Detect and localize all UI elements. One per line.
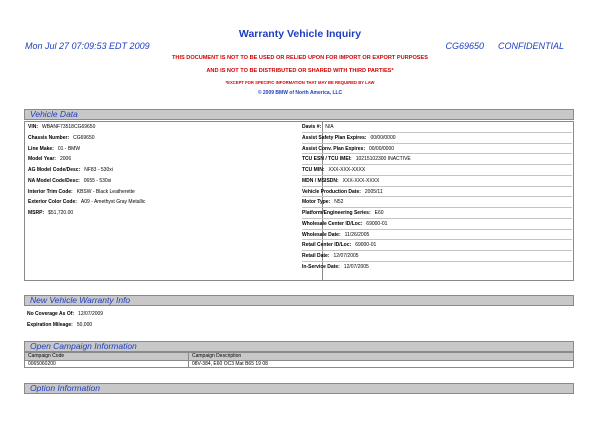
field-value: 2006 xyxy=(59,156,72,163)
field-row xyxy=(28,197,320,208)
field-value: 01 - BMW xyxy=(57,145,81,152)
law-exception-note: *EXCEPT FOR SPECIFIC INFORMATION THAT MAY BE REQUIRED BY LAW xyxy=(225,80,375,85)
section-title: Vehicle Data xyxy=(30,109,78,119)
field-value: 69000-01 xyxy=(366,220,388,227)
field-label: In-Service Date: xyxy=(302,263,340,270)
field-label: Retail Date: xyxy=(302,253,330,259)
field-value: 12/07/2009 xyxy=(78,311,104,317)
field-label: Line Make: xyxy=(28,145,54,152)
vehicle-data-left-column xyxy=(28,122,320,219)
field-row xyxy=(302,165,572,176)
field-row xyxy=(302,240,572,251)
report-timestamp: Mon Jul 27 07:09:53 EDT 2009 xyxy=(25,41,150,51)
field-value: 11/26/2005 xyxy=(344,231,370,238)
field-row xyxy=(27,309,103,320)
field-row xyxy=(302,230,572,241)
field-label: Interior Trim Code: xyxy=(28,188,73,195)
field-value: XXX-XXX-XXXX xyxy=(342,177,380,184)
vehicle-data-panel xyxy=(24,121,574,281)
table-cell: 08V-384, E60 OC3 Mat B65 19 08 xyxy=(189,360,574,368)
import-export-warning: THIS DOCUMENT IS NOT TO BE USED OR RELIED UPON FOR IMPORT OR EXPORT PURPOSES xyxy=(172,55,428,61)
field-row xyxy=(302,144,572,155)
field-value: WBANF73518CG69650 xyxy=(42,124,96,130)
field-row xyxy=(302,122,572,133)
field-row xyxy=(302,219,572,230)
field-label: MSRP: xyxy=(28,210,45,216)
field-row xyxy=(28,154,320,165)
report-reference xyxy=(445,41,564,51)
field-value: N52 xyxy=(334,199,344,206)
field-row xyxy=(302,187,572,198)
section-title: Open Campaign Information xyxy=(30,341,137,351)
field-label: NA Model Code/Desc: xyxy=(28,177,80,184)
copyright-notice: © 2009 BMW of North America, LLC xyxy=(257,90,343,96)
field-label: AG Model Code/Desc: xyxy=(28,167,81,173)
page-title: Warranty Vehicle Inquiry xyxy=(238,28,362,40)
field-label: TCU ESN / TCU IMEI: xyxy=(302,156,352,163)
warranty-info-list xyxy=(27,309,103,331)
field-value: NF83 - 530xi xyxy=(84,167,113,173)
distribution-warning: AND IS NOT TO BE DISTRIBUTED OR SHARED WITH THIRD PARTIES* xyxy=(206,68,394,74)
section-title: New Vehicle Warranty Info xyxy=(30,295,131,305)
column-header: Campaign Description xyxy=(189,353,574,361)
field-label: Expiration Mileage: xyxy=(27,322,73,328)
field-value: N/A xyxy=(325,124,334,130)
section-header-vehicle-data xyxy=(24,109,574,120)
field-row xyxy=(28,208,320,219)
field-label: Assist Conv. Plan Expires: xyxy=(302,145,365,152)
field-row xyxy=(302,176,572,187)
field-value: $51,720.00 xyxy=(48,210,74,216)
confidential-label: CONFIDENTIAL xyxy=(497,41,564,51)
field-row xyxy=(302,154,572,165)
section-header-new-vehicle-warranty xyxy=(24,295,574,306)
field-value: CG69650 xyxy=(73,134,95,141)
field-label: VIN: xyxy=(28,124,38,130)
field-label: Motor Type: xyxy=(302,199,331,206)
field-value: XXX-XXX-XXXX xyxy=(328,167,366,173)
section-header-open-campaign xyxy=(24,341,574,352)
field-row xyxy=(28,165,320,176)
field-value: 0655 - 530xi xyxy=(83,177,112,184)
campaign-table xyxy=(24,352,574,368)
field-value: 2005/11 xyxy=(364,188,383,195)
field-value: 00/00/0000 xyxy=(370,134,396,141)
field-label: Wholesale Date: xyxy=(302,231,341,238)
field-row xyxy=(28,122,320,133)
table-row xyxy=(25,360,574,368)
field-label: Wholesale Center ID/Loc: xyxy=(302,220,363,227)
field-value: 69000-01 xyxy=(355,242,377,249)
chassis-reference: CG69650 xyxy=(445,41,484,51)
field-label: Davis #: xyxy=(302,124,322,130)
field-label: No Coverage As Of: xyxy=(27,311,75,317)
field-value: 00/00/0000 xyxy=(368,145,395,152)
field-label: Chassis Number: xyxy=(28,134,70,141)
field-label: Model Year: xyxy=(28,156,56,163)
field-row xyxy=(27,320,103,331)
field-label: MDN / MSISDN: xyxy=(302,177,339,184)
vehicle-data-right-column xyxy=(302,122,572,273)
field-value: KBSW - Black Leatherette xyxy=(76,188,135,195)
field-value: A09 - Amethyst Gray Metallic xyxy=(80,199,146,206)
field-row xyxy=(28,176,320,187)
field-label: Vehicle Production Date: xyxy=(302,188,361,195)
field-row xyxy=(28,187,320,198)
field-value: 12/07/2005 xyxy=(333,253,359,259)
field-row xyxy=(302,197,572,208)
field-row xyxy=(28,144,320,155)
field-label: TCU MIN: xyxy=(302,167,325,173)
table-header-row xyxy=(25,353,574,361)
field-row xyxy=(28,133,320,144)
table-cell: 0065060200 xyxy=(25,360,189,368)
field-label: Platform/Engineering Series: xyxy=(302,210,371,216)
field-row xyxy=(302,251,572,262)
field-value: E60 xyxy=(374,210,384,216)
field-label: Retail Center ID/Loc: xyxy=(302,242,352,249)
field-label: Assist Safety Plan Expires: xyxy=(302,134,367,141)
field-row xyxy=(302,208,572,219)
field-value: 10215102300 INACTIVE xyxy=(355,156,411,163)
column-header: Campaign Code xyxy=(25,353,189,361)
field-value: 12/07/2005 xyxy=(343,263,369,270)
section-header-option-information xyxy=(24,383,574,394)
section-title: Option Information xyxy=(30,383,100,393)
field-label: Exterior Color Code: xyxy=(28,199,77,206)
field-row xyxy=(302,133,572,144)
field-value: 50,000 xyxy=(76,322,93,328)
field-row xyxy=(302,262,572,273)
